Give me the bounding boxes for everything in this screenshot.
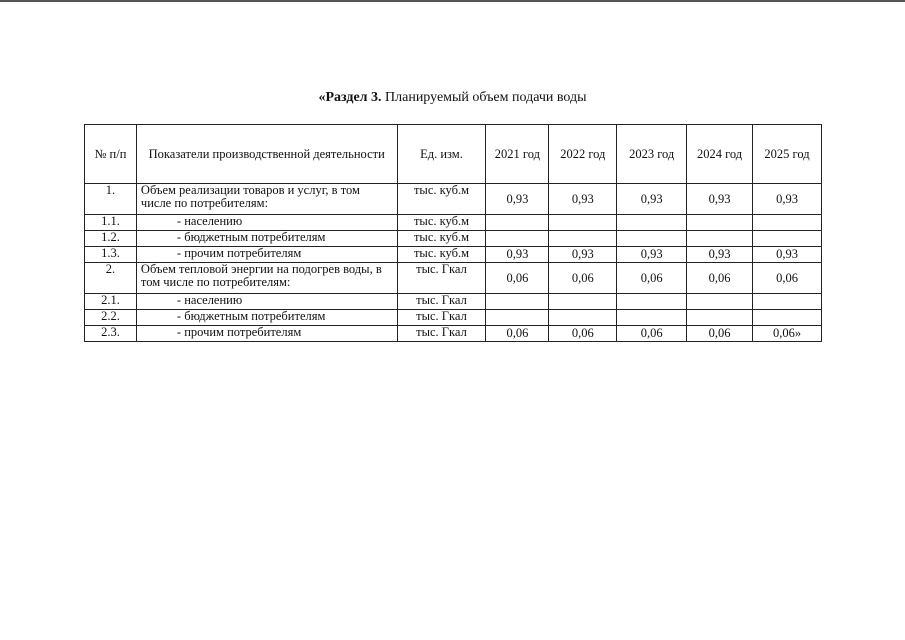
value-2025: 0,06 xyxy=(753,263,822,294)
row-unit: тыс. куб.м xyxy=(397,215,486,231)
table-row xyxy=(85,184,822,215)
row-indicator: - бюджетным потребителям xyxy=(136,310,397,326)
value-2023 xyxy=(617,310,687,326)
row-num: 2.1. xyxy=(85,294,137,310)
row-indicator: - населению xyxy=(136,294,397,310)
row-indicator: - прочим потребителям xyxy=(136,247,397,263)
header-unit: Ед. изм. xyxy=(397,125,486,184)
table-header-row xyxy=(85,125,822,184)
value-2024 xyxy=(687,294,753,310)
section-title xyxy=(0,90,905,106)
value-2023: 0,93 xyxy=(617,184,687,215)
row-num: 1.1. xyxy=(85,215,137,231)
value-2024: 0,93 xyxy=(687,247,753,263)
table-row xyxy=(85,294,822,310)
header-2025: 2025 год xyxy=(753,125,822,184)
value-2021 xyxy=(486,231,549,247)
table-row xyxy=(85,231,822,247)
table-row xyxy=(85,310,822,326)
row-unit: тыс. куб.м xyxy=(397,184,486,215)
row-unit: тыс. Гкал xyxy=(397,326,486,342)
header-indicator: Показатели производственной деятельности xyxy=(136,125,397,184)
section-title-bold: «Раздел 3. xyxy=(318,90,382,105)
row-num: 1. xyxy=(85,184,137,215)
table-row xyxy=(85,326,822,342)
value-2024 xyxy=(687,310,753,326)
value-2022 xyxy=(549,310,617,326)
row-num: 1.2. xyxy=(85,231,137,247)
value-2024: 0,06 xyxy=(687,263,753,294)
value-2025 xyxy=(753,310,822,326)
value-2023 xyxy=(617,215,687,231)
row-num: 1.3. xyxy=(85,247,137,263)
header-num: № п/п xyxy=(85,125,137,184)
value-2021: 0,06 xyxy=(486,263,549,294)
row-indicator: - прочим потребителям xyxy=(136,326,397,342)
table-row xyxy=(85,215,822,231)
row-unit: тыс. куб.м xyxy=(397,231,486,247)
value-2024 xyxy=(687,215,753,231)
value-2022 xyxy=(549,294,617,310)
header-2024: 2024 год xyxy=(687,125,753,184)
row-indicator: - населению xyxy=(136,215,397,231)
value-2025: 0,93 xyxy=(753,184,822,215)
value-2022: 0,06 xyxy=(549,326,617,342)
table-row xyxy=(85,247,822,263)
value-2022 xyxy=(549,231,617,247)
value-2024: 0,93 xyxy=(687,184,753,215)
header-2023: 2023 год xyxy=(617,125,687,184)
value-2021: 0,93 xyxy=(486,247,549,263)
header-2022: 2022 год xyxy=(549,125,617,184)
row-unit: тыс. куб.м xyxy=(397,247,486,263)
row-num: 2.3. xyxy=(85,326,137,342)
row-unit: тыс. Гкал xyxy=(397,263,486,294)
value-2023: 0,06 xyxy=(617,326,687,342)
value-2022: 0,06 xyxy=(549,263,617,294)
row-indicator: - бюджетным потребителям xyxy=(136,231,397,247)
value-2021: 0,06 xyxy=(486,326,549,342)
value-2021 xyxy=(486,294,549,310)
value-2023 xyxy=(617,294,687,310)
value-2021: 0,93 xyxy=(486,184,549,215)
value-2023: 0,93 xyxy=(617,247,687,263)
value-2022: 0,93 xyxy=(549,247,617,263)
value-2022: 0,93 xyxy=(549,184,617,215)
value-2023 xyxy=(617,231,687,247)
row-num: 2.2. xyxy=(85,310,137,326)
value-2025 xyxy=(753,231,822,247)
table-row xyxy=(85,263,822,294)
top-border-line xyxy=(0,0,905,2)
value-2025: 0,93 xyxy=(753,247,822,263)
header-2021: 2021 год xyxy=(486,125,549,184)
value-2021 xyxy=(486,310,549,326)
row-unit: тыс. Гкал xyxy=(397,310,486,326)
section-title-text: Планируемый объем подачи воды xyxy=(381,90,587,105)
row-indicator: Объем тепловой энергии на подогрев воды, в том числе по потребителям: xyxy=(136,263,397,294)
row-num: 2. xyxy=(85,263,137,294)
value-2023: 0,06 xyxy=(617,263,687,294)
row-unit: тыс. Гкал xyxy=(397,294,486,310)
value-2025: 0,06» xyxy=(753,326,822,342)
value-2024: 0,06 xyxy=(687,326,753,342)
row-indicator: Объем реализации товаров и услуг, в том числе по потребителям: xyxy=(136,184,397,215)
value-2025 xyxy=(753,215,822,231)
value-2024 xyxy=(687,231,753,247)
value-2025 xyxy=(753,294,822,310)
value-2022 xyxy=(549,215,617,231)
water-supply-table xyxy=(84,124,822,342)
value-2021 xyxy=(486,215,549,231)
